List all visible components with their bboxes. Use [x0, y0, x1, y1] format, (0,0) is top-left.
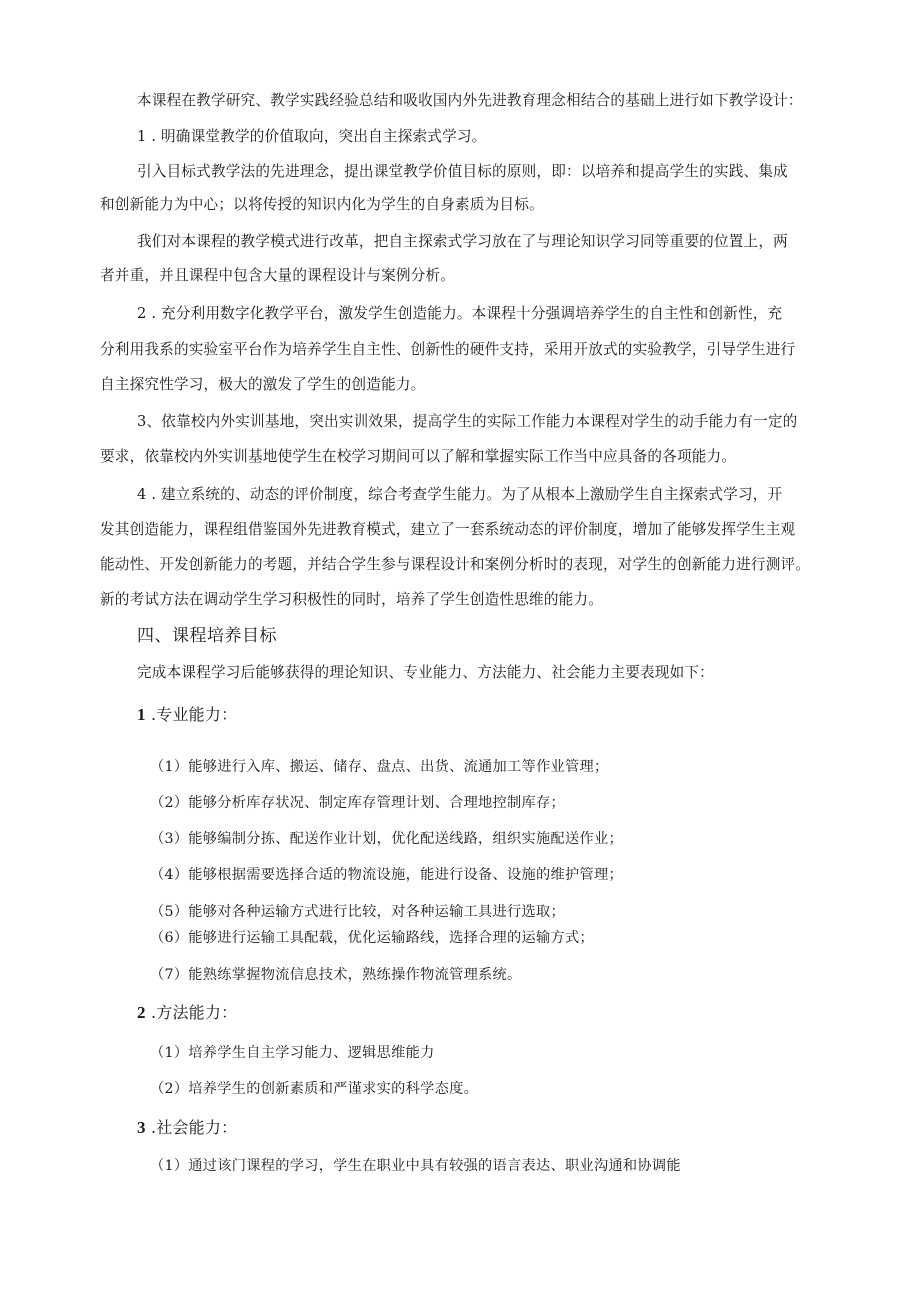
paragraph-line: 1 . 明确课堂教学的价值取向，突出自主探索式学习。 — [137, 128, 487, 145]
section-intro: 完成本课程学习后能够获得的理论知识、专业能力、方法能力、社会能力主要表现如下： — [137, 664, 714, 681]
paragraph-line: 发其创造能力，课程组借鉴国外先进教育模式，建立了一套系统动态的评价制度，增加了能够发挥学生主观 — [100, 521, 796, 538]
list-item: （7）能熟练掌握物流信息技术，熟练操作物流管理系统。 — [150, 967, 522, 983]
paragraph-line: 3、依靠校内外实训基地，突出实训效果，提高学生的实际工作能力本课程对学生的动手能力有一定的 — [137, 413, 798, 430]
section-heading: 四、课程培养目标 — [137, 626, 277, 646]
list-item: （3）能够编制分拣、配送作业计划，优化配送线路，组织实施配送作业； — [150, 831, 623, 847]
paragraph-line: 新的考试方法在调动学生学习积极性的同时，培养了学生创造性思维的能力。 — [100, 591, 603, 608]
paragraph-line: 者并重，并且课程中包含大量的课程设计与案例分析。 — [100, 267, 456, 284]
paragraph-line: 分利用我系的实验室平台作为培养学生自主性、创新性的硬件支持，采用开放式的实验教学，引导学生进行 — [100, 341, 796, 358]
paragraph-line: 本课程在教学研究、教学实践经验总结和吸收国内外先进教育理念相结合的基础上进行如下教学设计： — [137, 92, 803, 109]
paragraph-line: 引入目标式教学法的先进理念，提出课堂教学价值目标的原则，即：以培养和提高学生的实践、集成 — [137, 163, 788, 180]
list-item: （6）能够进行运输工具配载，优化运输路线，选择合理的运输方式； — [150, 930, 594, 946]
subheading-number: 3 — [137, 1118, 146, 1137]
subheading-number: 1 — [137, 705, 146, 724]
paragraph-line: 要求，依靠校内外实训基地使学生在校学习期间可以了解和掌握实际工作当中应具备的各项能力。 — [100, 448, 737, 465]
subheading-method-ability — [137, 1002, 237, 1024]
list-item: （2）能够分析库存状况、制定库存管理计划、合理地控制库存； — [150, 795, 565, 811]
paragraph-line: 自主探究性学习，极大的激发了学生的创造能力。 — [100, 376, 426, 393]
paragraph-line: 我们对本课程的教学模式进行改革，把自主探索式学习放在了与理论知识学习同等重要的位置上，两 — [137, 233, 788, 250]
list-item: （1）培养学生自主学习能力、逻辑思维能力 — [150, 1045, 435, 1061]
paragraph-line: 2 . 充分利用数字化教学平台，激发学生创造能力。本课程十分强调培养学生的自主性和创新性，充 — [137, 305, 783, 322]
subheading-label: .方法能力： — [145, 1003, 238, 1022]
paragraph-line: 4 . 建立系统的、动态的评价制度，综合考查学生能力。为了从根本上激励学生自主探索式学习，开 — [137, 486, 783, 503]
list-item: （1）通过该门课程的学习，学生在职业中具有较强的语言表达、职业沟通和协调能 — [150, 1158, 681, 1174]
list-item: （5）能够对各种运输方式进行比较，对各种运输工具进行选取； — [150, 904, 565, 920]
paragraph-line: 和创新能力为中心；以将传授的知识内化为学生的自身素质为目标。 — [100, 196, 544, 213]
subheading-label: .社会能力： — [145, 1118, 238, 1137]
list-item: （1）能够进行入库、搬运、储存、盘点、出货、流通加工等作业管理； — [150, 759, 609, 775]
list-item: （2）培养学生的创新素质和严谨求实的科学态度。 — [150, 1081, 479, 1097]
subheading-professional-ability — [137, 704, 237, 726]
paragraph-line: 能动性、开发创新能力的考题，并结合学生参与课程设计和案例分析时的表现，对学生的创新能力进行测评。 — [100, 556, 811, 573]
list-item: （4）能够根据需要选择合适的物流设施，能进行设备、设施的维护管理； — [150, 867, 623, 883]
subheading-number: 2 — [137, 1003, 146, 1022]
subheading-social-ability — [137, 1117, 237, 1139]
subheading-label: .专业能力： — [145, 705, 238, 724]
